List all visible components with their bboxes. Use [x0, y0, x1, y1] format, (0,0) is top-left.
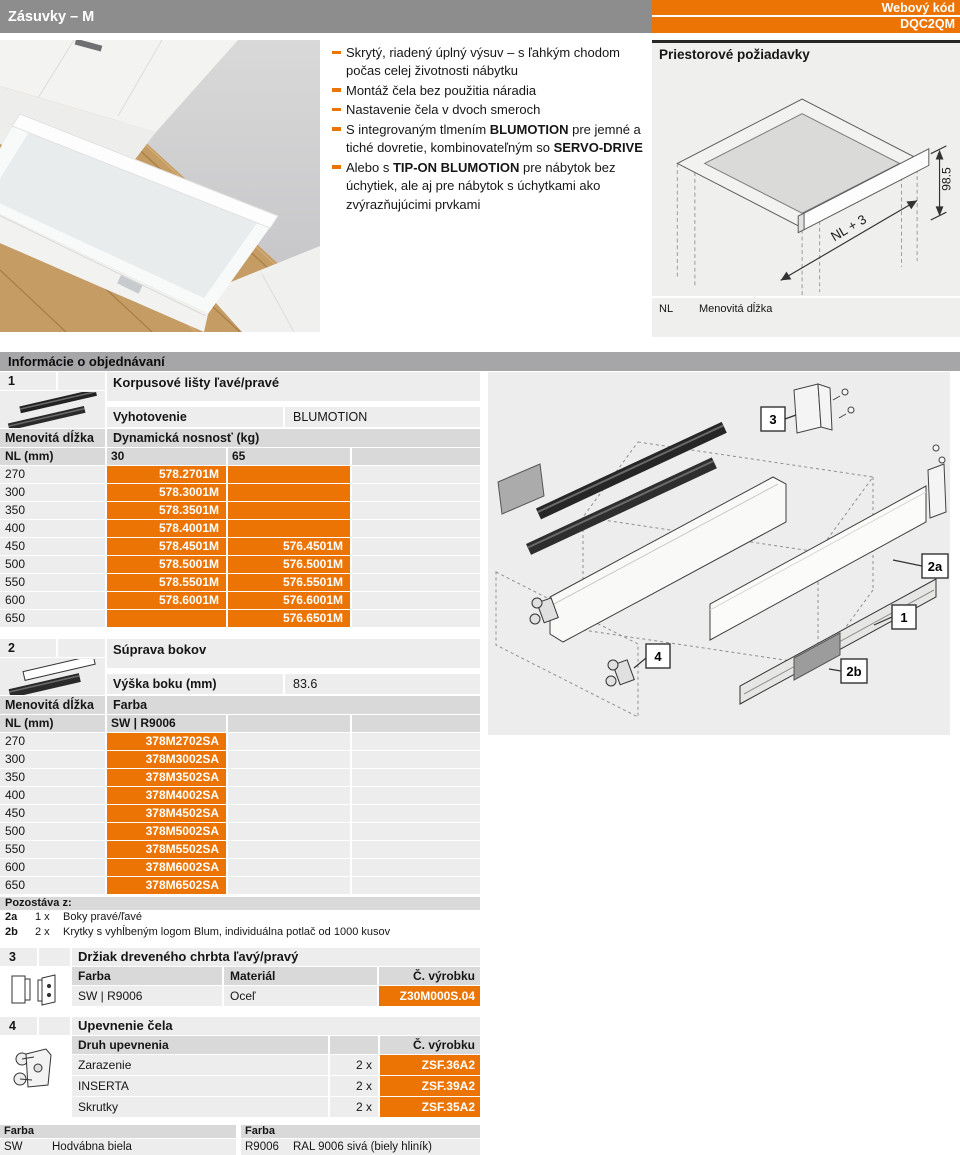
bullet-dash-icon — [332, 108, 341, 112]
table4-rows — [72, 1055, 480, 1117]
blank-cell — [228, 751, 350, 768]
legend-code: SW — [4, 1141, 23, 1153]
legend-row — [241, 1139, 480, 1155]
component-id: 2b — [5, 926, 18, 938]
product-code: 378M2702SA — [107, 733, 226, 750]
blank-cell — [352, 520, 480, 537]
bullet-dash-icon — [332, 51, 341, 55]
product-code: ZSF.35A2 — [380, 1097, 480, 1117]
table-side-set — [0, 639, 480, 894]
callout-4: 4 — [654, 649, 662, 664]
table-row — [0, 484, 480, 501]
components-block — [0, 897, 480, 940]
subheader-row — [0, 448, 480, 465]
sub-col-blank — [228, 715, 350, 732]
spacer-cell — [58, 639, 105, 657]
nl-value: 270 — [0, 733, 105, 750]
component-qty: 2 x — [35, 926, 50, 938]
sub-nl: NL (mm) — [0, 448, 105, 465]
back-bracket-icon — [0, 967, 70, 1009]
item-number: 1 — [0, 372, 56, 390]
table3-data-row — [72, 986, 480, 1006]
head-product-no: Č. výrobku — [380, 1036, 480, 1054]
table-row — [72, 1055, 480, 1075]
component-row — [0, 925, 480, 940]
product-code: 578.2701M — [107, 466, 226, 483]
fixing-qty: 2 x — [330, 1097, 378, 1117]
product-code: ZSF.36A2 — [380, 1055, 480, 1075]
item-number: 2 — [0, 639, 56, 657]
item-number: 4 — [0, 1017, 37, 1035]
product-code — [228, 466, 350, 483]
spacer-cell — [58, 372, 105, 390]
order-section-header: Informácie o objednávaní — [0, 352, 960, 371]
nl-value: 400 — [0, 520, 105, 537]
component-desc: Krytky s vyhĺbeným logom Blum, individuálna potlač od 1000 kusov — [63, 926, 391, 938]
table-row — [0, 859, 480, 876]
column-header-row — [0, 429, 480, 447]
order-section — [0, 372, 960, 1155]
table-title: Korpusové lišty ľavé/pravé — [107, 372, 480, 401]
feature-text: S integrovaným tlmením BLUMOTION pre jemné a tiché dovretie, kombinovateľným so SERVO-DRIVE — [346, 121, 643, 156]
product-code: 578.5501M — [107, 574, 226, 591]
table-back-fixing — [0, 948, 480, 1009]
product-code: 378M4502SA — [107, 805, 226, 822]
legend-desc: RAL 9006 sivá (biely hliník) — [293, 1141, 432, 1153]
order-tables — [0, 372, 480, 1155]
nl-value: 300 — [0, 484, 105, 501]
product-code: Z30M000S.04 — [379, 986, 480, 1006]
item-number: 3 — [0, 948, 37, 966]
nl-value: 300 — [0, 751, 105, 768]
color-value: SW | R9006 — [72, 986, 222, 1006]
table1-rows — [0, 466, 480, 627]
table-row — [0, 520, 480, 537]
material-value: Oceľ — [224, 986, 377, 1006]
web-code-box — [652, 0, 960, 33]
table-row — [0, 733, 480, 750]
product-code: 378M3502SA — [107, 769, 226, 786]
bullet-dash-icon — [332, 165, 341, 169]
fixing-type: INSERTA — [72, 1076, 328, 1096]
table-row — [0, 769, 480, 786]
product-code: 378M6002SA — [107, 859, 226, 876]
head-nominal-length: Menovitá dĺžka — [0, 696, 105, 714]
table-row — [0, 466, 480, 483]
legend-title: Farba — [0, 1125, 236, 1138]
table-row — [0, 787, 480, 804]
table-row — [72, 1076, 480, 1096]
components-title: Pozostáva z: — [0, 897, 480, 910]
feature-item — [332, 101, 646, 119]
head-color: Farba — [72, 967, 222, 985]
space-requirements-panel — [652, 40, 960, 337]
spec-label: Vyhotovenie — [107, 407, 283, 427]
table-cabinet-profiles — [0, 372, 480, 627]
nl-value: 600 — [0, 592, 105, 609]
feature-item — [332, 82, 646, 100]
nl-value: 400 — [0, 787, 105, 804]
blank-cell — [228, 841, 350, 858]
product-code: 378M6502SA — [107, 877, 226, 894]
exploded-diagram-panel — [488, 372, 950, 735]
head-material: Materiál — [224, 967, 377, 985]
product-code: 576.4501M — [228, 538, 350, 555]
blank-cell — [352, 769, 480, 786]
product-code — [228, 520, 350, 537]
product-code — [228, 484, 350, 501]
feature-item — [332, 121, 646, 158]
dim-nl-plus-3: NL + 3 — [828, 211, 869, 245]
product-code: 578.3001M — [107, 484, 226, 501]
spec-value: 83.6 — [285, 674, 480, 694]
product-code: 578.4501M — [107, 538, 226, 555]
table-row — [0, 592, 480, 609]
space-requirements-title: Priestorové požiadavky — [659, 47, 810, 62]
nl-value: 650 — [0, 877, 105, 894]
product-code: 378M3002SA — [107, 751, 226, 768]
table-row — [0, 841, 480, 858]
nl-value: 270 — [0, 466, 105, 483]
bullet-dash-icon — [332, 88, 341, 92]
feature-text: Skrytý, riadený úplný výsuv – s ľahkým chodom počas celej životnosti nábytku — [346, 45, 621, 79]
column-header-row — [0, 696, 480, 714]
blank-cell — [352, 733, 480, 750]
nl-value: 500 — [0, 823, 105, 840]
product-code: 378M5502SA — [107, 841, 226, 858]
blank-cell — [352, 610, 480, 627]
product-photo — [0, 40, 320, 332]
bullet-dash-icon — [332, 127, 341, 131]
feature-text: Nastavenie čela v dvoch smeroch — [346, 102, 541, 118]
head-fixing-type: Druh upevnenia — [72, 1036, 328, 1054]
feature-item — [332, 159, 646, 214]
blank-cell — [352, 484, 480, 501]
blank-cell — [352, 538, 480, 555]
table-row — [0, 823, 480, 840]
page-title: Zásuvky – M — [0, 0, 652, 33]
nl-value: 450 — [0, 805, 105, 822]
blank-cell — [352, 751, 480, 768]
legend-title: Farba — [241, 1125, 480, 1138]
dim-98-5: 98.5 — [939, 167, 954, 191]
head-qty-blank — [330, 1036, 378, 1054]
blank-cell — [228, 859, 350, 876]
head-color: Farba — [107, 696, 480, 714]
product-code: 578.3501M — [107, 502, 226, 519]
blank-cell — [352, 841, 480, 858]
fixing-type: Skrutky — [72, 1097, 328, 1117]
table-row — [0, 538, 480, 555]
table-front-fixing — [0, 1017, 480, 1118]
head-product-no: Č. výrobku — [379, 967, 480, 985]
legend-code: R9006 — [245, 1141, 279, 1153]
legend-value: Menovitá dĺžka — [699, 303, 773, 315]
side-set-icon — [0, 658, 105, 695]
nl-value: 650 — [0, 610, 105, 627]
space-legend — [652, 296, 960, 315]
product-code — [107, 610, 226, 627]
blank-cell — [228, 787, 350, 804]
spec-value: BLUMOTION — [285, 407, 480, 427]
table3-header-row — [72, 967, 480, 985]
callout-2b: 2b — [846, 664, 862, 679]
feature-item — [332, 44, 646, 81]
table-row — [0, 805, 480, 822]
table-title: Súprava bokov — [107, 639, 480, 668]
sub-col-blank — [352, 448, 480, 465]
web-code-value: DQC2QM — [900, 17, 955, 31]
product-code: 578.6001M — [107, 592, 226, 609]
sub-col-65: 65 — [228, 448, 350, 465]
product-code: 576.6001M — [228, 592, 350, 609]
blank-cell — [228, 733, 350, 750]
feature-list — [320, 40, 652, 337]
blank-cell — [352, 574, 480, 591]
table-title: Upevnenie čela — [72, 1017, 480, 1035]
page-header — [0, 0, 960, 33]
blank-cell — [228, 823, 350, 840]
component-qty: 1 x — [35, 911, 50, 923]
product-code: 576.5501M — [228, 574, 350, 591]
table-title: Držiak dreveného chrbta ľavý/pravý — [72, 948, 480, 966]
callout-1: 1 — [900, 610, 908, 625]
nl-value: 350 — [0, 502, 105, 519]
space-requirements-drawing — [652, 64, 960, 296]
fixing-type: Zarazenie — [72, 1055, 328, 1075]
blank-cell — [352, 592, 480, 609]
table-row — [0, 877, 480, 894]
blank-cell — [228, 769, 350, 786]
blank-cell — [352, 823, 480, 840]
blank-cell — [352, 859, 480, 876]
legend-key: NL — [659, 303, 674, 315]
spec-label: Výška boku (mm) — [107, 674, 283, 694]
product-code: 378M5002SA — [107, 823, 226, 840]
callout-3: 3 — [769, 412, 777, 427]
fixing-qty: 2 x — [330, 1076, 378, 1096]
web-code-label: Webový kód — [652, 0, 960, 17]
sub-col-blank — [352, 715, 480, 732]
table2-rows — [0, 733, 480, 894]
head-dynamic-load: Dynamická nosnosť (kg) — [107, 429, 480, 447]
drawer-photo-illustration — [0, 40, 320, 332]
table-row — [0, 610, 480, 627]
intro-section — [0, 40, 960, 337]
product-code: 378M4002SA — [107, 787, 226, 804]
table-row — [0, 574, 480, 591]
product-code: ZSF.39A2 — [380, 1076, 480, 1096]
blank-cell — [352, 466, 480, 483]
product-code — [228, 502, 350, 519]
nl-value: 350 — [0, 769, 105, 786]
callout-2a: 2a — [927, 559, 943, 574]
nl-value: 600 — [0, 859, 105, 876]
feature-text: Alebo s TIP-ON BLUMOTION pre nábytok bez úchytiek, ale aj pre nábytok s úchytkami ako zvýrazňujúcimi prvkami — [346, 159, 616, 212]
nl-value: 550 — [0, 841, 105, 858]
blank-cell — [352, 556, 480, 573]
sub-nl: NL (mm) — [0, 715, 105, 732]
product-code: 578.4001M — [107, 520, 226, 537]
table-row — [72, 1097, 480, 1117]
blank-cell — [352, 877, 480, 894]
sub-col-30: 30 — [107, 448, 226, 465]
component-desc: Boky pravé/ľavé — [63, 911, 143, 923]
table-row — [0, 502, 480, 519]
sub-col-color: SW | R9006 — [107, 715, 226, 732]
head-nominal-length: Menovitá dĺžka — [0, 429, 105, 447]
space-drawing-svg — [652, 64, 960, 296]
nl-value: 550 — [0, 574, 105, 591]
component-id: 2a — [5, 911, 18, 923]
product-code: 576.5001M — [228, 556, 350, 573]
spacer-cell — [39, 948, 70, 966]
blank-cell — [228, 877, 350, 894]
spacer-cell — [39, 1017, 70, 1035]
table-row — [0, 751, 480, 768]
nl-value: 500 — [0, 556, 105, 573]
product-code: 578.5001M — [107, 556, 226, 573]
table4-header-row — [72, 1036, 480, 1054]
runner-rails-icon — [0, 391, 105, 428]
subheader-row — [0, 715, 480, 732]
exploded-diagram-svg — [488, 372, 950, 735]
legend-desc: Hodvábna biela — [52, 1141, 132, 1153]
table-row — [0, 556, 480, 573]
fixing-qty: 2 x — [330, 1055, 378, 1075]
blank-cell — [352, 805, 480, 822]
legend-row — [0, 1139, 236, 1155]
blank-cell — [228, 805, 350, 822]
front-bracket-icon — [0, 1036, 70, 1118]
product-code: 576.6501M — [228, 610, 350, 627]
nl-value: 450 — [0, 538, 105, 555]
feature-text: Montáž čela bez použitia náradia — [346, 82, 537, 98]
component-row — [0, 910, 480, 925]
components-rows — [0, 910, 480, 940]
blank-cell — [352, 502, 480, 519]
blank-cell — [352, 787, 480, 804]
